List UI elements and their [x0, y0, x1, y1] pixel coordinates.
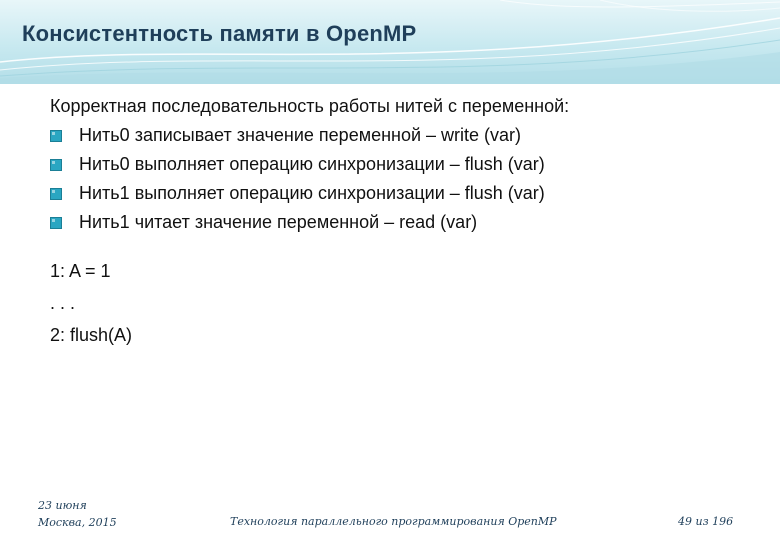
code-line: 1: A = 1 — [50, 261, 111, 281]
checkbox-bullet-icon — [50, 159, 62, 171]
footer-date-place — [38, 497, 117, 531]
intro-text: Корректная последовательность работы нитей с переменной: — [50, 96, 570, 116]
code-line: . . . — [50, 293, 76, 313]
bullet-item — [50, 121, 750, 150]
code-example — [50, 255, 132, 351]
bullet-text: Нить1 выполняет операцию синхронизации – flush (var) — [79, 183, 545, 203]
bullet-text: Нить1 читает значение переменной – read (var) — [79, 212, 478, 232]
slide-body — [50, 92, 750, 237]
bullet-item — [50, 150, 750, 179]
bullet-item — [50, 208, 750, 237]
code-line: 2: flush(A) — [50, 325, 133, 345]
bullet-text: Нить0 выполняет операцию синхронизации – flush (var) — [79, 154, 545, 174]
bullet-list — [50, 121, 750, 237]
footer-page-number: 49 из 196 — [678, 515, 734, 528]
checkbox-bullet-icon — [50, 217, 62, 229]
bullet-text: Нить0 записывает значение переменной – write (var) — [79, 125, 522, 145]
bullet-item — [50, 179, 750, 208]
slide-header — [0, 0, 780, 84]
footer-place: Москва, 2015 — [38, 516, 117, 529]
checkbox-bullet-icon — [50, 188, 62, 200]
slide-title: Консистентность памяти в OpenMP — [22, 21, 417, 46]
checkbox-bullet-icon — [50, 130, 62, 142]
footer-date: 23 июня — [38, 499, 87, 512]
footer-course: Технология параллельного программирования OpenMP — [230, 515, 557, 528]
